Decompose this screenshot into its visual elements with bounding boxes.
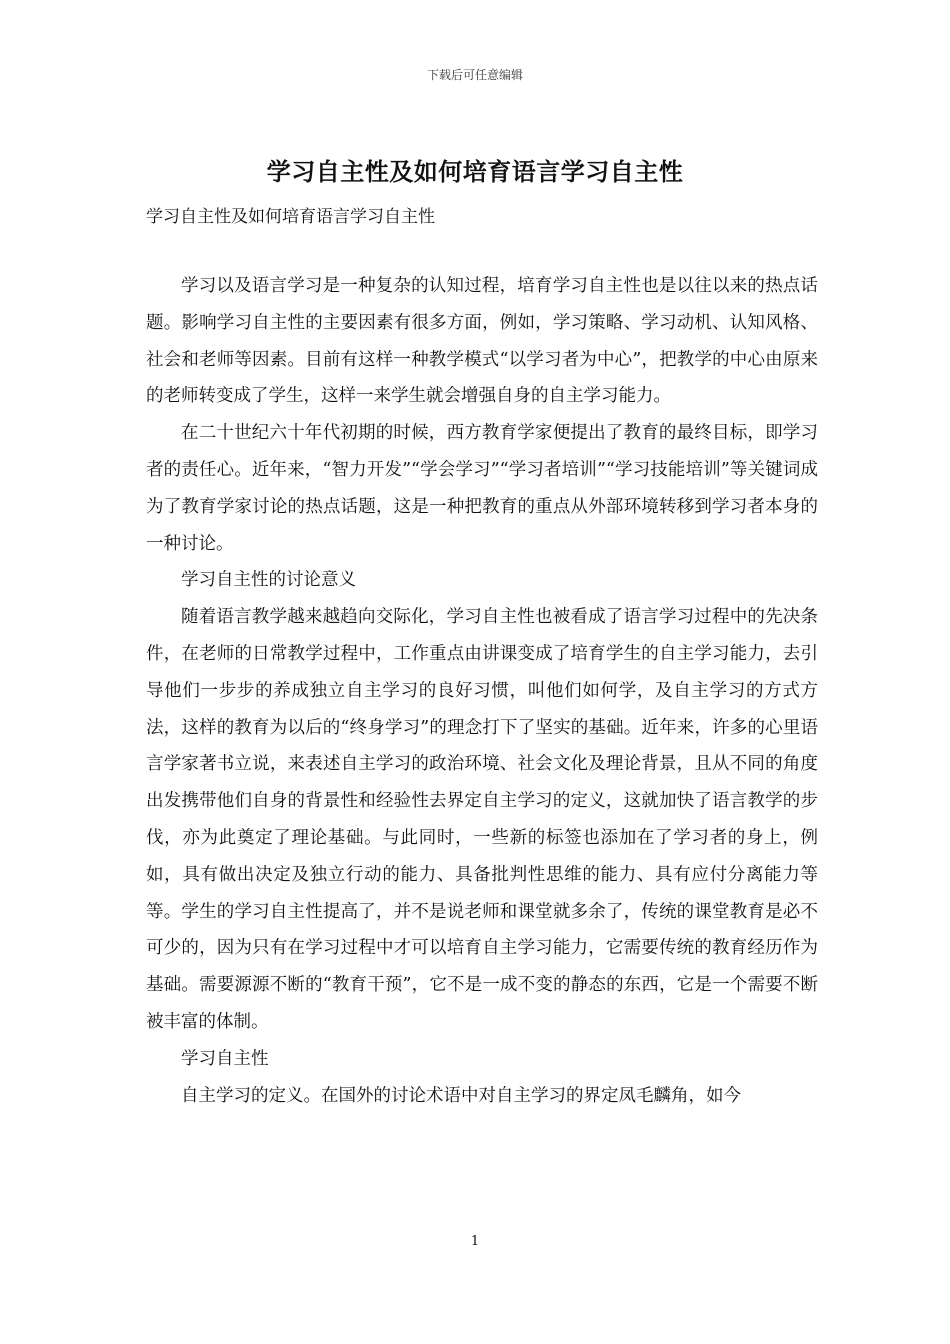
header-note: 下载后可任意编辑 [426, 68, 523, 82]
paragraph-intro: 学习以及语言学习是一种复杂的认知过程，培育学习自主性也是以往以来的热点话题。影响学习自主性的主要因素有很多方面，例如，学习策略、学习动机、认知风格、社会和老师等因素。目前有这样一种教学模式“以学习者为中心”，把教学的中心由原来的老师转变成了学生，这样一来学生就会增强自身的自主学习能力。 [146, 276, 818, 407]
document-body [146, 268, 818, 1114]
document-subtitle: 学习自主性及如何培育语言学习自主性 [146, 207, 435, 227]
page-number: 1 [470, 1234, 480, 1249]
section-heading-autonomy: 学习自主性 [181, 1048, 269, 1069]
paragraph-history: 在二十世纪六十年代初期的时候，西方教育学家便提出了教育的最终目标，即学习者的责任心。近年来，“智力开发”“学会学习”“学习者培训”“学习技能培训”等关键词成为了教育学家讨论的热点话题，这是一种把教育的重点从外部环境转移到学习者本身的一种讨论。 [146, 423, 818, 554]
document-title: 学习自主性及如何培育语言学习自主性 [266, 158, 684, 186]
section-heading-significance: 学习自主性的讨论意义 [181, 570, 356, 591]
paragraph-significance: 随着语言教学越来越趋向交际化，学习自主性也被看成了语言学习过程中的先决条件，在老师的日常教学过程中，工作重点由讲课变成了培育学生的自主学习能力，去引导他们一步步的养成独立自主学习的良好习惯，叫他们如何学，及自主学习的方式方法，这样的教育为以后的“终身学习”的理念打下了坚实的基础。近年来，许多的心里语言学家著书立说，来表述自主学习的政治环境、社会文化及理论背景，且从不同的角度出发携带他们自身的背景性和经验性去界定自主学习的定义，这就加快了语言教学的步伐，亦为此奠定了理论基础。与此同时，一些新的标签也添加在了学习者的身上，例如，具有做出决定及独立行动的能力、具备批判性思维的能力、具有应付分离能力等等。学生的学习自主性提高了，并不是说老师和课堂就多余了，传统的课堂教育是必不可少的，因为只有在学习过程中才可以培育自主学习能力，它需要传统的教育经历作为基础。需要源源不断的“教育干预”，它不是一成不变的静态的东西，它是一个需要不断被丰富的体制。 [146, 607, 818, 1032]
paragraph-definition: 自主学习的定义。在国外的讨论术语中对自主学习的界定凤毛麟角，如今 [181, 1085, 741, 1106]
